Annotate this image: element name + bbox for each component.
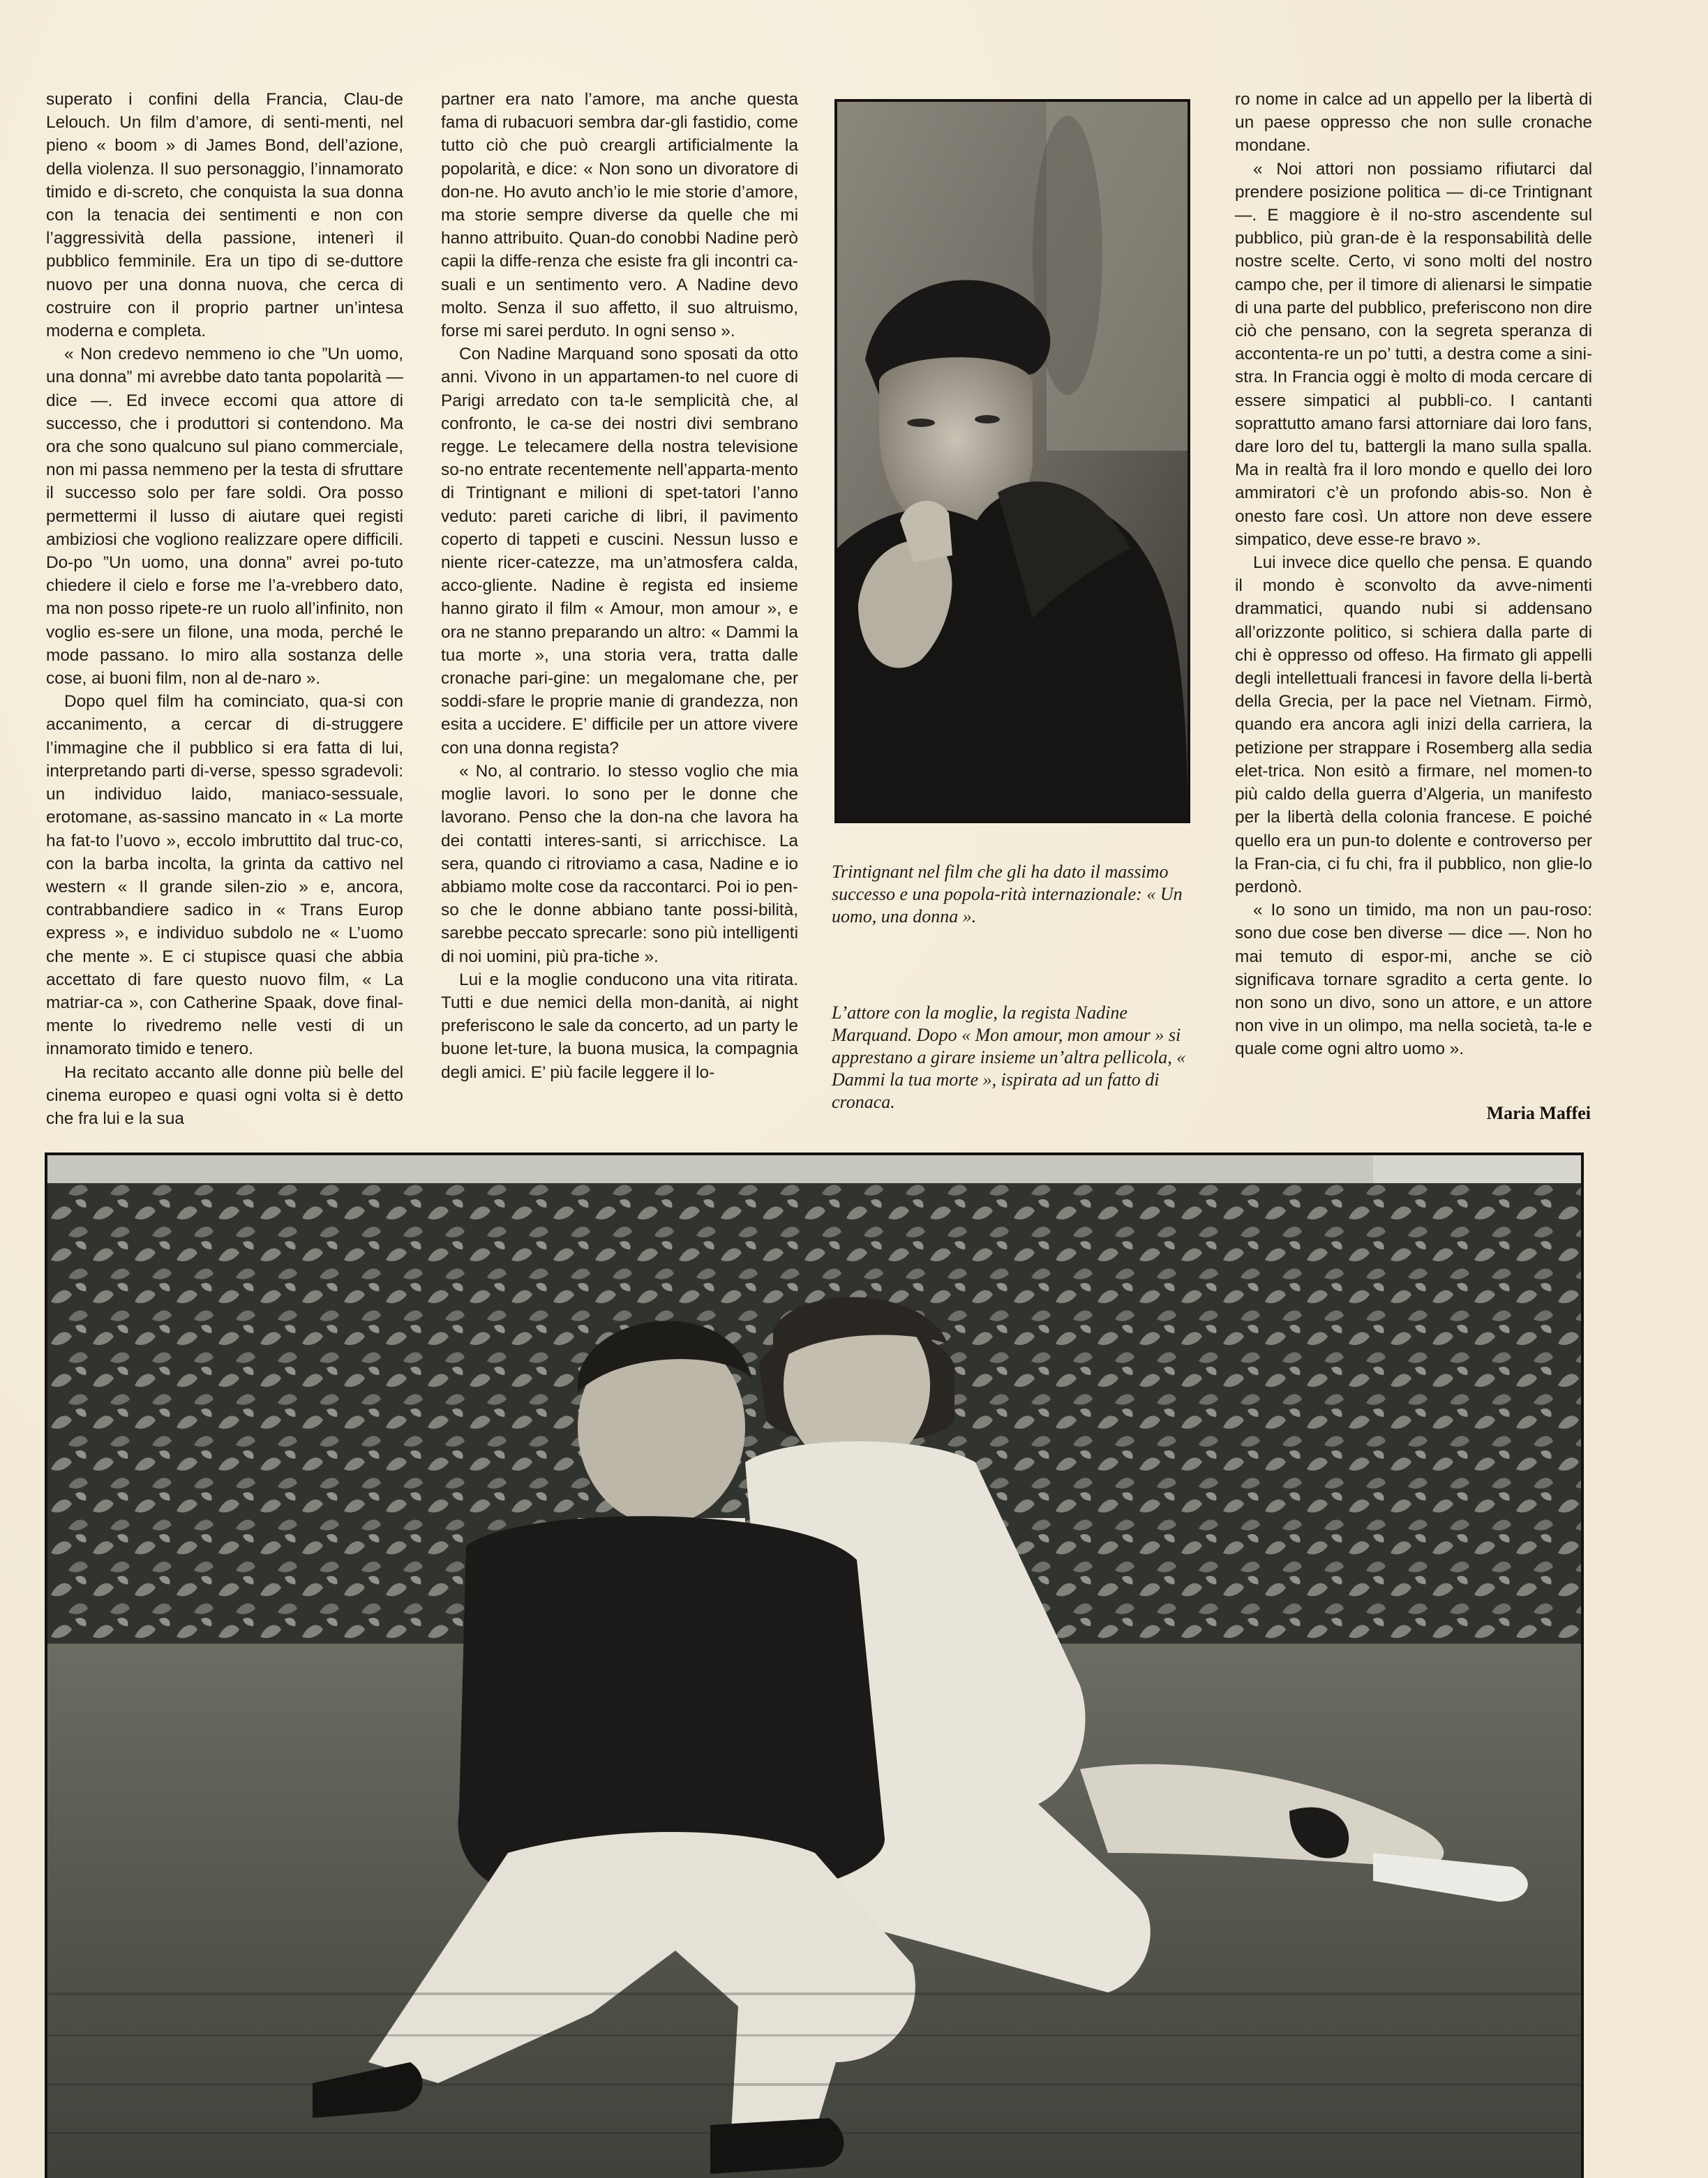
article-column-4 <box>1235 88 1592 1061</box>
paragraph: ro nome in calce ad un appello per la libertà di un paese oppresso che non sulle cronache mondane. <box>1235 90 1592 156</box>
portrait-caption: Trintignant nel film che gli ha dato il massimo successo e una popola-rità internazionale: « Un uomo, una donna ». <box>832 862 1183 926</box>
paragraph: Lui invece dice quello che pensa. E quando il mondo è sconvolto da avve-nimenti drammatici, quando nubi si addensano all’orizzonte politico, si schiera dalla parte di chi è oppresso od offeso. Ha firmato gli appelli degli intellettuali francesi in favore della li-bertà della Grecia, per la pace nel Vietnam. Firmò, quando era ancora agli inizi della carriera, la petizione per strappare i Rosemberg alla sedia elet-trica. Non esitò a firmare, nel momen-to più caldo della guerra d’Algeria, un manifesto per la libertà della colonia francese. E poiché quello era un pun-to dolente e controverso per la Fran-cia, ci fu chi, fra il pubblico, non glie-lo perdonò. <box>1235 553 1592 896</box>
couple-photo <box>45 1152 1584 2178</box>
couple-photo-caption: L’attore con la moglie, la regista Nadine Marquand. Dopo « Mon amour, mon amour » si apprestano a girare insieme un’altra pellicola, « Dammi la tua morte », ispirata ad un fatto di cronaca. <box>832 1002 1186 1112</box>
paragraph: « Non credevo nemmeno io che ”Un uomo, una donna” mi avrebbe dato tanta popolarità — dice —. Ed invece eccomi qua attore di successo, che i produttori si contendono. Ma ora che sono qualcuno sul piano commerciale, non mi passa nemmeno per la testa di sfruttare il successo solo per fare soldi. Ora posso permettermi il lusso di aiutare quei registi ambiziosi che vogliono realizzare opere difficili. Do-po ”Un uomo, una donna” avrei po-tuto chiedere il cielo e forse me l’a-vrebbero dato, ma non posso ripete-re un ruolo all’infinito, non voglio es-sere un filone, una moda, perché le mode passano. Io miro alla sostanza delle cose, ai buoni film, non al de-naro ». <box>46 345 403 689</box>
paragraph: Dopo quel film ha cominciato, qua-si con accanimento, a cercar di di-struggere l’immagine che il pubblico si era fatta di lui, interpretando parti di-verse, spesso sgradevoli: un individuo laido, maniaco-sessuale, erotomane, as-sassino mancato in « La morte ha fat-to l’uovo », eccolo imbruttito dal truc-co, con la barba incolta, la grinta da cattivo nel western « Il grande silen-zio » e, ancora, contrabbandiere sadico in « Trans Europ express », e individuo subdolo ne « L’uomo che mente ». E ci stupisce quasi che abbia accettato di fare questo nuovo film, « La matriar-ca », con Catherine Spaak, dove final-mente lo rivedremo nelle vesti di un innamorato timido e tenero. <box>46 692 403 1059</box>
article-column-1 <box>46 88 403 1130</box>
portrait-photo <box>834 99 1190 823</box>
paragraph: superato i confini della Francia, Clau-de Lelouch. Un film d’amore, di senti-menti, nel pieno « boom » di James Bond, dell’azione, della violenza. Il suo personaggio, l’innamorato timido e di-screto, che conquista la sua donna con la tenacia dei sentimenti e non con l’aggressività della passione, intenerì il pubblico femminile. Era un tipo di se-duttore nuovo per una donna nuova, che cerca di costruire con il proprio partner un’intesa moderna e completa. <box>46 90 403 341</box>
paragraph: « Noi attori non possiamo rifiutarci dal prendere posizione politica — di-ce Trintignant —. E maggiore è il no-stro ascendente sul pubblico, più gran-de è la responsabilità delle nostre scelte. Certo, vi sono molti del nostro campo che, per il timore di alienarsi le simpatie di una parte del pubblico, preferiscono non dire ciò che pensano, con la segreta speranza di accontenta-re un po’ tutti, a destra come a sini-stra. In Francia oggi è molto di moda cercare di essere simpatici al pubbli-co. I cantanti soprattutto amano farsi attorniare dai loro fans, dare loro del tu, battergli la mano sulla spalla. Ma in realtà fra il loro mondo e quello dei loro ammiratori c’è un profondo abis-so. Non è onesto fare così. Un attore non deve essere simpatico, deve esse-re bravo ». <box>1235 159 1592 549</box>
paragraph: Ha recitato accanto alle donne più belle del cinema europeo e quasi ogni volta si è detto che fra lui e la sua <box>46 1062 403 1128</box>
author-byline: Maria Maffei <box>1486 1103 1591 1123</box>
paragraph: Lui e la moglie conducono una vita ritirata. Tutti e due nemici della mon-danità, ai night preferiscono le sale da concerto, ad un party le buone let-ture, la buona musica, la compagnia degli amici. E’ più facile leggere il lo- <box>441 970 798 1082</box>
article-column-2 <box>441 88 798 1084</box>
paragraph: « No, al contrario. Io stesso voglio che mia moglie lavori. Io sono per le donne che lavorano. Penso che la don-na che lavora ha dei contatti interes-santi, si arricchisce. La sera, quando ci ritroviamo a casa, Nadine e io abbiamo molte cose da raccontarci. Poi io pen-so che le donne abbiano tante possi-bilità, sarebbe peccato sprecarle: sono più intelligenti di noi uomini, più pra-tiche ». <box>441 761 798 966</box>
paragraph: partner era nato l’amore, ma anche questa fama di rubacuori sembra dar-gli fastidio, come tutto ciò che può creargli artificialmente la popolarità, e dice: « Non sono un divoratore di don-ne. Ho avuto anch’io le mie storie d’amore, ma storie sempre diverse da quelle che mi hanno attribuito. Quan-do conobbi Nadine però capii la diffe-renza che esiste fra gli incontri ca-suali e un sentimento vero. A Nadine devo molto. Senza il suo affetto, il suo altruismo, forse mi sarei perduto. In ogni senso ». <box>441 90 798 341</box>
paragraph: « Io sono un timido, ma non un pau-roso: sono due cose ben diverse — dice —. Non ho mai temuto di espor-mi, anche se ciò significava tornare sgradito a certa gente. Io non sono un divo, sono un attore, e un attore non vive in un olimpo, ma nella società, ta-le e quale come ogni altro uomo ». <box>1235 901 1592 1059</box>
paragraph: Con Nadine Marquand sono sposati da otto anni. Vivono in un appartamen-to nel cuore di Parigi arredato con ta-le semplicità che, al confronto, le ca-se dei nostri divi sembrano regge. Le telecamere della nostra televisione so-no entrate recentemente nell’apparta-mento di Trintignant e milioni di spet-tatori l’anno veduto: pareti cariche di libri, il pavimento coperto di tappeti e cuscini. Nessun lusso e niente ricer-catezze, ma un’atmosfera calda, acco-gliente. Nadine è regista ed insieme hanno girato il film « Amour, mon amour », e ora ne stanno preparando un altro: « Dammi la tua morte », una storia vera, tratta dalle cronache pari-gine: un megalomane che, per soddi-sfare le proprie manie di grandezza, non esita a uccidere. E’ difficile per un attore vivere con una donna regista? <box>441 345 798 758</box>
